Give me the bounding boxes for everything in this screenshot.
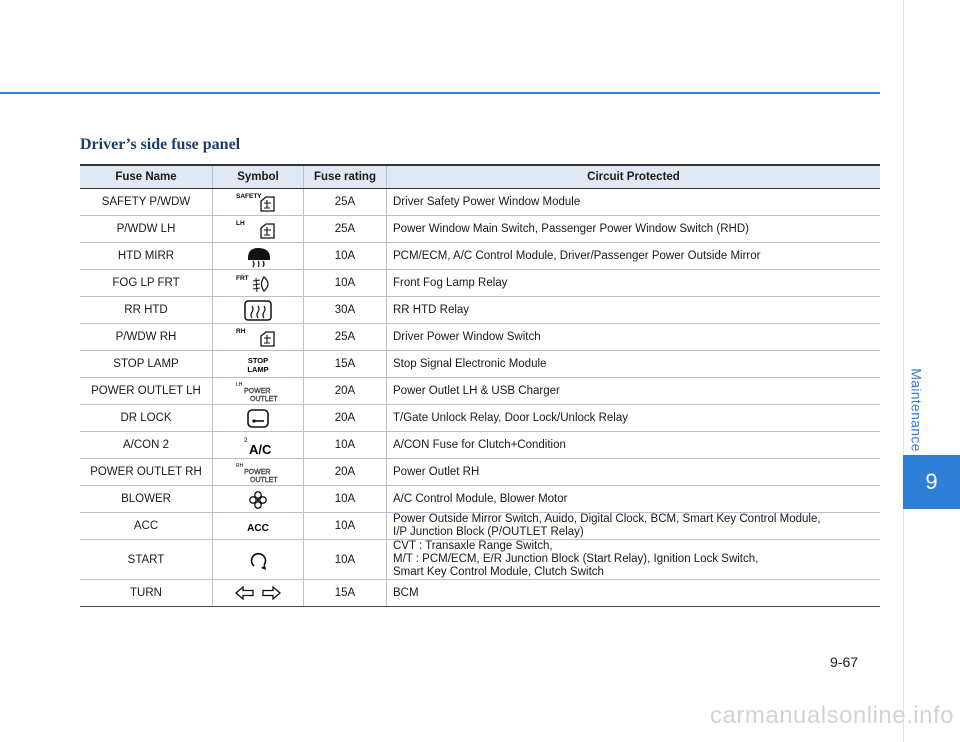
table-row (80, 540, 880, 580)
fuse-name: RR HTD (80, 297, 213, 324)
fuse-symbol-cell (213, 216, 304, 243)
svg-text:LH: LH (236, 382, 243, 388)
fuse-rating: 25A (304, 189, 387, 216)
fuse-rating: 20A (304, 405, 387, 432)
svg-text:LH: LH (236, 220, 245, 227)
fuse-name: FOG LP FRT (80, 270, 213, 297)
circuit-protected: BCM (387, 580, 881, 607)
fuse-symbol-cell (213, 297, 304, 324)
fuse-symbol-cell (213, 324, 304, 351)
svg-text:OUTLET: OUTLET (250, 396, 278, 402)
circuit-protected: Driver Safety Power Window Module (387, 189, 881, 216)
power-window-lh-icon (228, 218, 288, 240)
table-row (80, 459, 880, 486)
table-row (80, 270, 880, 297)
power-outlet-lh-icon (228, 380, 288, 402)
fuse-table-body (80, 189, 880, 607)
chapter-tab[interactable]: 9 (903, 455, 960, 509)
svg-text:ACC: ACC (247, 523, 269, 534)
table-row (80, 216, 880, 243)
fuse-symbol-cell (213, 405, 304, 432)
table-row (80, 351, 880, 378)
circuit-protected: Power Outlet RH (387, 459, 881, 486)
fuse-rating: 10A (304, 243, 387, 270)
fuse-symbol-cell (213, 243, 304, 270)
circuit-protected: RR HTD Relay (387, 297, 881, 324)
circuit-protected: PCM/ECM, A/C Control Module, Driver/Passenger Power Outside Mirror (387, 243, 881, 270)
circuit-protected: Power Window Main Switch, Passenger Power Window Switch (RHD) (387, 216, 881, 243)
fuse-rating: 25A (304, 324, 387, 351)
fuse-name: DR LOCK (80, 405, 213, 432)
fuse-name: START (80, 540, 213, 580)
svg-text:A/C: A/C (249, 442, 272, 456)
fuse-name: P/WDW RH (80, 324, 213, 351)
door-lock-icon (228, 407, 288, 429)
svg-text:POWER: POWER (244, 469, 271, 476)
fuse-name: P/WDW LH (80, 216, 213, 243)
circuit-protected: Driver Power Window Switch (387, 324, 881, 351)
fuse-symbol-cell (213, 351, 304, 378)
fuse-rating: 15A (304, 351, 387, 378)
svg-text:OUTLET: OUTLET (250, 477, 278, 483)
watermark: carmanualsonline.info (710, 702, 954, 729)
header-rule (0, 92, 880, 94)
table-row (80, 378, 880, 405)
fuse-name: TURN (80, 580, 213, 607)
svg-text:SAFETY: SAFETY (236, 193, 262, 200)
fuse-name: A/CON 2 (80, 432, 213, 459)
circuit-protected: A/CON Fuse for Clutch+Condition (387, 432, 881, 459)
fuse-symbol-cell (213, 580, 304, 607)
table-row (80, 513, 880, 540)
circuit-protected: Front Fog Lamp Relay (387, 270, 881, 297)
fuse-symbol-cell (213, 513, 304, 540)
fuse-rating: 15A (304, 580, 387, 607)
table-row (80, 243, 880, 270)
fuse-rating: 10A (304, 270, 387, 297)
stop-lamp-icon (228, 353, 288, 375)
rear-defroster-icon (228, 299, 288, 321)
fuse-symbol-cell (213, 459, 304, 486)
table-row (80, 432, 880, 459)
section-title: Driver’s side fuse panel (80, 136, 241, 153)
header-circuit-protected: Circuit Protected (387, 165, 881, 189)
fuse-rating: 10A (304, 540, 387, 580)
table-row (80, 297, 880, 324)
fuse-symbol-cell (213, 432, 304, 459)
fuse-rating: 25A (304, 216, 387, 243)
fuse-symbol-cell (213, 486, 304, 513)
svg-text:STOP: STOP (247, 356, 269, 365)
fuse-name: POWER OUTLET RH (80, 459, 213, 486)
air-conditioning-2-icon (228, 434, 288, 456)
fuse-symbol-cell (213, 540, 304, 580)
header-fuse-rating: Fuse rating (304, 165, 387, 189)
blower-fan-icon (228, 488, 288, 510)
circuit-protected: CVT : Transaxle Range Switch, M/T : PCM/ECM, E/R Junction Block (Start Relay), Ignition Lock Switch, Smart Key Control Module, Clutch Switch (387, 540, 881, 580)
safety-power-window-icon (228, 191, 288, 213)
start-icon (228, 549, 288, 571)
header-symbol: Symbol (213, 165, 304, 189)
svg-text:2: 2 (244, 438, 248, 444)
fuse-rating: 20A (304, 378, 387, 405)
fuse-table (80, 164, 880, 607)
circuit-protected: A/C Control Module, Blower Motor (387, 486, 881, 513)
fuse-name: STOP LAMP (80, 351, 213, 378)
table-row (80, 405, 880, 432)
fuse-symbol-cell (213, 270, 304, 297)
fuse-name: ACC (80, 513, 213, 540)
svg-text:FRT: FRT (236, 275, 249, 282)
heated-mirror-icon (228, 245, 288, 267)
power-outlet-rh-icon (228, 461, 288, 483)
table-header-row (80, 165, 880, 189)
svg-text:LAMP: LAMP (247, 365, 269, 374)
table-row (80, 324, 880, 351)
circuit-protected: Stop Signal Electronic Module (387, 351, 881, 378)
fuse-rating: 10A (304, 486, 387, 513)
page-number: 9-67 (830, 654, 859, 670)
circuit-protected: T/Gate Unlock Relay, Door Lock/Unlock Relay (387, 405, 881, 432)
fuse-name: POWER OUTLET LH (80, 378, 213, 405)
svg-text:POWER: POWER (244, 388, 271, 395)
table-row (80, 189, 880, 216)
fuse-name: SAFETY P/WDW (80, 189, 213, 216)
fuse-symbol-cell (213, 378, 304, 405)
table-row (80, 486, 880, 513)
power-window-rh-icon (228, 326, 288, 348)
fuse-rating: 30A (304, 297, 387, 324)
fuse-symbol-cell (213, 189, 304, 216)
header-fuse-name: Fuse Name (80, 165, 213, 189)
fuse-rating: 10A (304, 513, 387, 540)
side-section-label: Maintenance (909, 368, 925, 452)
fuse-rating: 20A (304, 459, 387, 486)
front-fog-lamp-icon (228, 272, 288, 294)
circuit-protected: Power Outside Mirror Switch, Auido, Digital Clock, BCM, Smart Key Control Module, I/P Junction Block (P/OUTLET Relay) (387, 513, 881, 540)
acc-icon (228, 515, 288, 537)
svg-text:RH: RH (236, 328, 246, 335)
fuse-name: BLOWER (80, 486, 213, 513)
svg-text:RH: RH (236, 463, 244, 469)
turn-signal-icon (228, 582, 288, 604)
fuse-name: HTD MIRR (80, 243, 213, 270)
fuse-rating: 10A (304, 432, 387, 459)
table-row (80, 580, 880, 607)
circuit-protected: Power Outlet LH & USB Charger (387, 378, 881, 405)
